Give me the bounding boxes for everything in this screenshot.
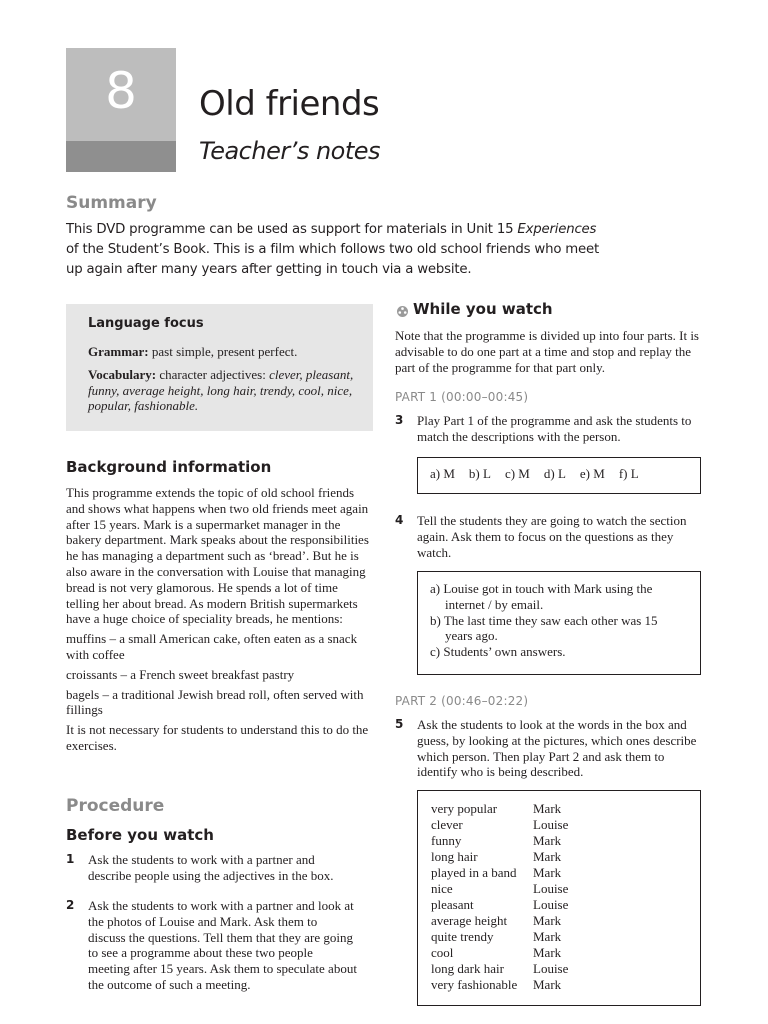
part-2-label: PART 2 (00:46–02:22): [395, 694, 529, 708]
unit-number: 8: [105, 62, 137, 120]
answer-box-3: [417, 790, 701, 1006]
background-body: [66, 485, 371, 758]
procedure-heading: Procedure: [66, 796, 165, 816]
person: Mark: [533, 913, 562, 928]
person: Louise: [533, 881, 569, 896]
answer: f) L: [618, 466, 639, 481]
vocabulary-label: Vocabulary:: [88, 366, 157, 382]
item-number: 2: [66, 898, 75, 912]
vocabulary-words: clever, pleasant, funny, average height, long hair, trendy, cool, nice, popular, fashionable.: [88, 366, 354, 414]
while-you-watch-heading: While you watch: [413, 300, 553, 318]
background-paragraph: croissants – a French sweet breakfast pastry: [66, 666, 295, 682]
answer: a) M: [430, 466, 455, 481]
adjective: played in a band: [431, 865, 517, 880]
answer: e) M: [579, 466, 605, 481]
grammar-line: [88, 344, 359, 360]
answer-row: [431, 849, 700, 865]
item-text: Tell the students they are going to watch the section again. Ask them to focus on the questions as they watch.: [417, 513, 687, 560]
person: Louise: [533, 961, 569, 976]
exercise-item-3: [395, 413, 705, 445]
person: Mark: [533, 801, 562, 816]
adjective: clever: [431, 817, 463, 832]
answer-row: [431, 801, 700, 817]
answer-row: [431, 929, 700, 945]
adjective: pleasant: [431, 897, 474, 912]
answer-line: a) Louise got in touch with Mark using the internet / by email.: [430, 581, 653, 612]
page-title: Old friends: [199, 84, 380, 124]
answer-row: [431, 881, 700, 897]
unit-number-block: [66, 48, 176, 172]
item-number: 3: [395, 413, 404, 427]
summary-text-italic: Experiences: [517, 222, 597, 237]
summary-text-end: of the Student’s Book. This is a film which follows two old school friends who meet up again after many years after getting in touch via a website.: [66, 242, 600, 277]
exercise-item-4: [395, 513, 705, 560]
language-focus-box: [66, 304, 373, 431]
answer-row: [431, 945, 700, 961]
answer-row: [431, 817, 700, 833]
adjective: funny: [431, 833, 462, 848]
answer-row: [431, 865, 700, 881]
person: Mark: [533, 977, 562, 992]
item-text: Ask the students to look at the words in the box and guess, by looking at the pictures, which ones describe which person. Then play Part 2 and ask them to identify who is being described.: [417, 717, 697, 780]
adjective: very fashionable: [431, 977, 518, 992]
answer-row: [431, 897, 700, 913]
adjective: very popular: [431, 801, 498, 816]
grammar-label: Grammar:: [88, 344, 149, 359]
adjective: cool: [431, 945, 454, 960]
background-heading: Background information: [66, 458, 272, 476]
page-subtitle: Teacher’s notes: [199, 137, 381, 165]
answer-line: c) Students’ own answers.: [430, 644, 566, 660]
language-focus-heading: Language focus: [88, 316, 204, 331]
adjective: quite trendy: [431, 929, 494, 944]
item-text: Ask the students to work with a partner and describe people using the adjectives in the box.: [88, 852, 334, 883]
answer-row: [431, 833, 700, 849]
item-number: 4: [395, 513, 404, 527]
person: Louise: [533, 817, 569, 832]
exercise-item-5: [395, 717, 705, 780]
answer: b) L: [468, 466, 491, 481]
answer-box-2: [417, 571, 701, 675]
answer-row: [431, 913, 700, 929]
item-text: Ask the students to work with a partner and look at the photos of Louise and Mark. Ask them to discuss the questions. Tell them that they are going to see a programme about these two people meeting after 15 years. Ask them to speculate about the outcome of such a meeting.: [88, 898, 357, 992]
person: Mark: [533, 865, 562, 880]
vocabulary-line: [88, 367, 359, 414]
summary-heading: Summary: [66, 193, 157, 213]
grammar-text: past simple, present perfect.: [148, 344, 298, 359]
summary-text-start: This DVD programme can be used as support for materials in Unit 15: [66, 222, 518, 237]
unit-number-band: [66, 141, 176, 172]
answer: c) M: [504, 466, 530, 481]
answer-box-1: [417, 457, 701, 494]
background-paragraph: It is not necessary for students to understand this to do the exercises.: [66, 722, 369, 753]
summary-text: [66, 220, 601, 280]
person: Mark: [533, 945, 562, 960]
adjective: long dark hair: [431, 961, 504, 976]
before-you-watch-heading: Before you watch: [66, 826, 214, 844]
part-1-label: PART 1 (00:00–00:45): [395, 390, 529, 404]
person: Mark: [533, 929, 562, 944]
background-paragraph: muffins – a small American cake, often eaten as a snack with coffee: [66, 631, 358, 662]
procedure-item: [66, 852, 356, 884]
vocabulary-text: character adjectives:: [156, 366, 270, 382]
answer-line: b) The last time they saw each other was 15 years ago.: [430, 612, 658, 644]
while-you-watch-intro: Note that the programme is divided up into four parts. It is advisable to do one part at a time and stop and replay the part of the programme for that part only.: [395, 328, 699, 375]
item-number: 1: [66, 852, 75, 866]
answer-row: [431, 977, 700, 993]
person: Louise: [533, 897, 569, 912]
answer-row: [431, 961, 700, 977]
background-paragraph: This programme extends the topic of old school friends and shows what happens when two old friends meet again after 15 years. Mark is a supermarket manager in the bakery department. Mark speaks about the responsibilities he has managing a department such as ‘bread’. But he is also aware in the conversation with Louise that managing bread is not very glamorous. He spends a lot of time telling her about bread. As modern British supermarkets have a huge choice of speciality breads, he mentions:: [66, 485, 369, 627]
adjective: nice: [431, 881, 453, 896]
background-paragraph: bagels – a traditional Jewish bread roll, often served with fillings: [66, 686, 364, 718]
person: Mark: [533, 849, 562, 864]
item-text: Play Part 1 of the programme and ask the students to match the descriptions with the person.: [417, 413, 692, 444]
answer: d) L: [543, 466, 566, 481]
person: Mark: [533, 833, 562, 848]
adjective: long hair: [431, 849, 478, 864]
item-number: 5: [395, 717, 404, 731]
procedure-item: [66, 898, 356, 993]
adjective: average height: [431, 913, 508, 928]
film-reel-icon: [396, 305, 409, 318]
